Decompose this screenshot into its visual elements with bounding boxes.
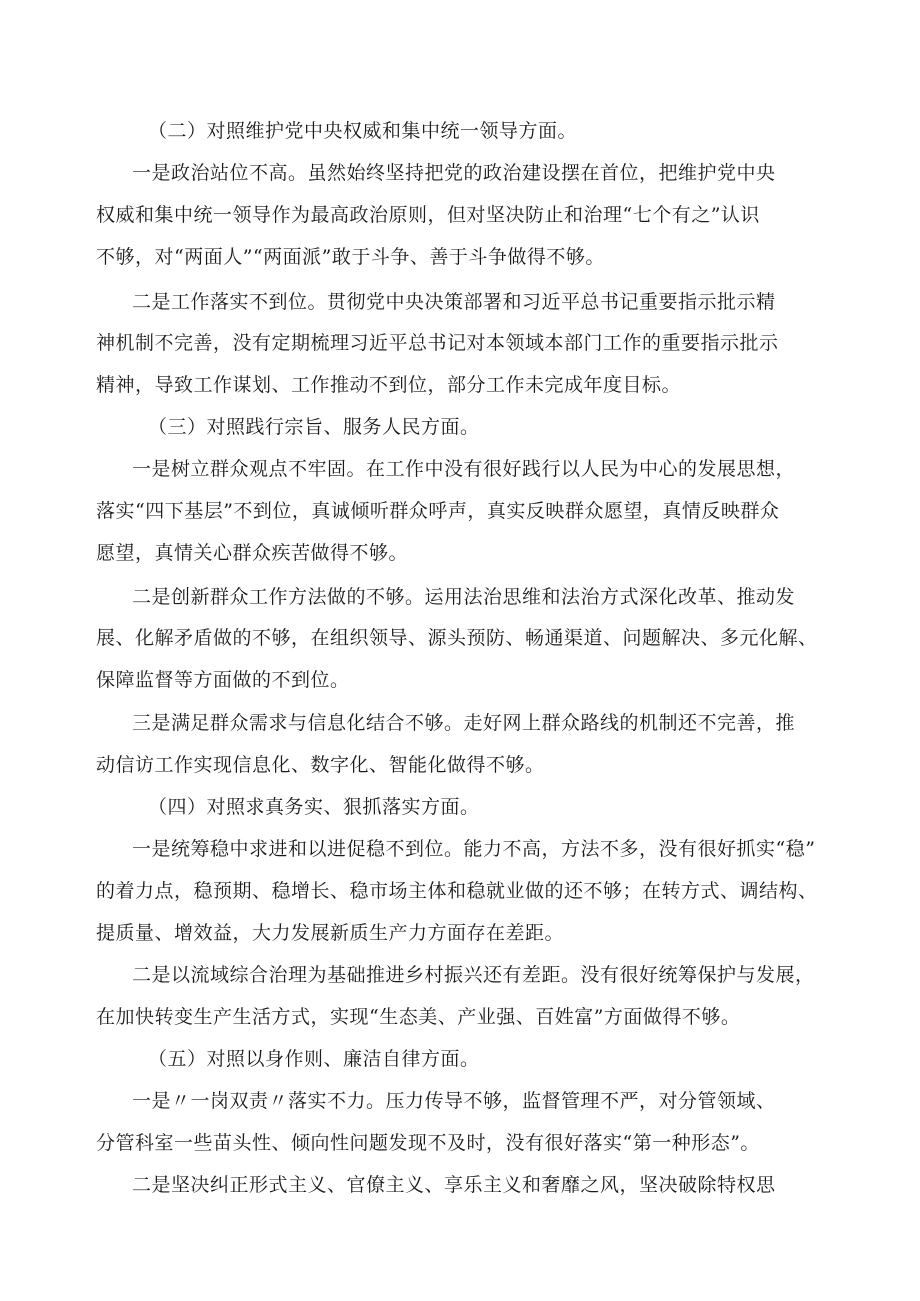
heading-section-3: （三）对照践行宗旨、服务人民方面。 bbox=[148, 416, 480, 438]
paragraph-line: 神机制不完善，没有定期梳理习近平总书记对本领域本部门工作的重要指示批示 bbox=[96, 332, 779, 354]
heading-section-5: （五）对照以身作则、廉洁自律方面。 bbox=[148, 1048, 480, 1070]
paragraph-line: 二是创新群众工作方法做的不够。运用法治思维和法治方式深化改革、推动发 bbox=[132, 586, 796, 608]
paragraph-line: 一是统筹稳中求进和以进促稳不到位。能力不高，方法不多，没有很好抓实“稳” bbox=[132, 838, 816, 860]
paragraph-line: 不够，对“两面人”“两面派”敢于斗争、善于斗争做得不够。 bbox=[96, 246, 605, 268]
paragraph-line: 愿望，真情关心群众疾苦做得不够。 bbox=[96, 542, 409, 564]
paragraph-line: 权威和集中统一领导作为最高政治原则，但对坚决防止和治理“七个有之”认识 bbox=[96, 204, 760, 226]
heading-section-2: （二）对照维护党中央权威和集中统一领导方面。 bbox=[148, 120, 578, 142]
paragraph-line: 一是〃一岗双责〃落实不力。压力传导不够，监督管理不严，对分管领域、 bbox=[132, 1090, 776, 1112]
paragraph-line: 提质量、增效益，大力发展新质生产力方面存在差距。 bbox=[96, 922, 565, 944]
paragraph-line: 一是树立群众观点不牢固。在工作中没有很好践行以人民为中心的发展思想， bbox=[132, 458, 796, 480]
paragraph-line: 分管科室一些苗头性、倾向性问题发现不及时，没有很好落实“第一种形态”。 bbox=[96, 1132, 760, 1154]
paragraph-line: 三是满足群众需求与信息化结合不够。走好网上群众路线的机制还不完善，推 bbox=[132, 712, 796, 734]
paragraph-line: 一是政治站位不高。虽然始终坚持把党的政治建设摆在首位，把维护党中央 bbox=[132, 162, 776, 184]
paragraph-line: 保障监督等方面做的不到位。 bbox=[96, 669, 350, 691]
paragraph-line: 动信访工作实现信息化、数字化、智能化做得不够。 bbox=[96, 754, 545, 776]
paragraph-line: 精神，导致工作谋划、工作推动不到位，部分工作未完成年度目标。 bbox=[96, 374, 682, 396]
paragraph-line: 二是以流域综合治理为基础推进乡村振兴还有差距。没有很好统筹保护与发展， bbox=[132, 964, 815, 986]
paragraph-line: 二是工作落实不到位。贯彻党中央决策部署和习近平总书记重要指示批示精 bbox=[132, 291, 776, 313]
paragraph-line: 在加快转变生产生活方式，实现“生态美、产业强、百姓富”方面做得不够。 bbox=[96, 1006, 741, 1028]
paragraph-line: 二是坚决纠正形式主义、官僚主义、享乐主义和奢靡之风，坚决破除特权思 bbox=[132, 1174, 776, 1196]
paragraph-line: 的着力点，稳预期、稳增长、稳市场主体和稳就业做的还不够；在转方式、调结构、 bbox=[96, 880, 818, 902]
paragraph-line: 展、化解矛盾做的不够，在组织领导、源头预防、畅通渠道、问题解决、多元化解、 bbox=[96, 627, 818, 649]
paragraph-line: 落实“四下基层”不到位，真诚倾听群众呼声，真实反映群众愿望，真情反映群众 bbox=[96, 500, 780, 522]
heading-section-4: （四）对照求真务实、狠抓落实方面。 bbox=[148, 796, 480, 818]
